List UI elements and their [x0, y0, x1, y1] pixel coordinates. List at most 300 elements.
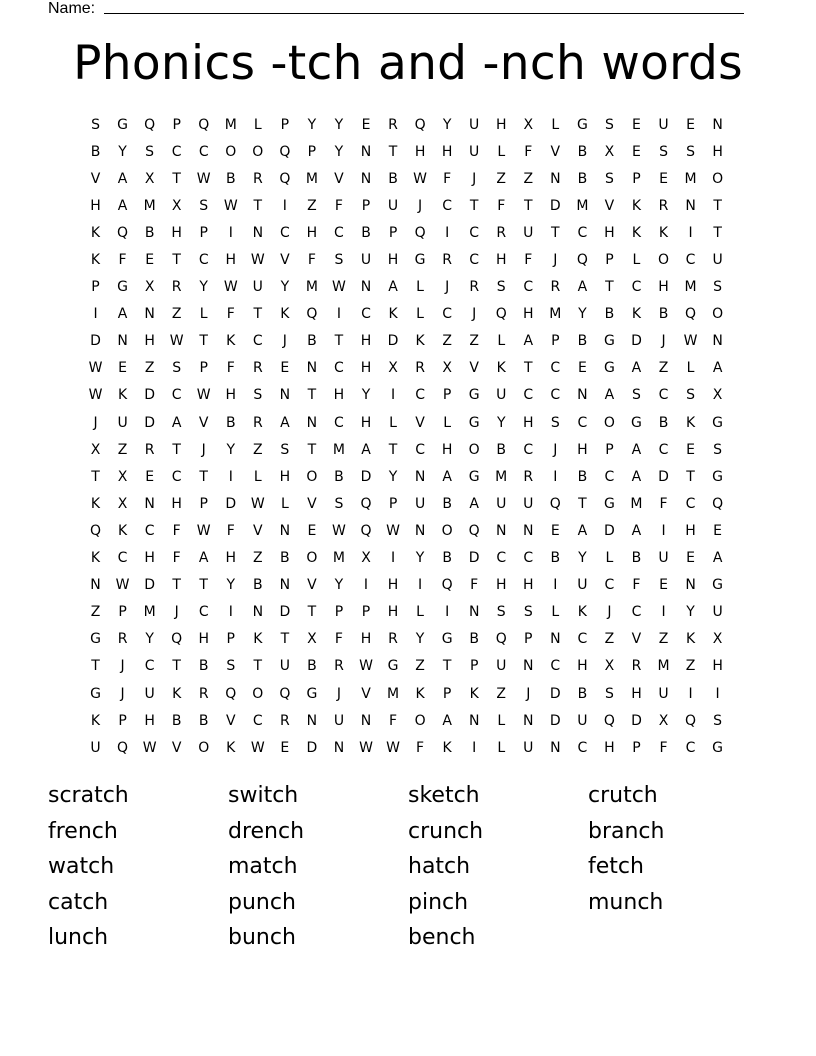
grid-letter: U	[117, 414, 128, 431]
grid-row	[82, 517, 742, 544]
grid-letter: B	[280, 550, 290, 567]
grid-letter: D	[631, 712, 642, 729]
grid-letter: Q	[171, 631, 183, 648]
grid-letter: B	[334, 468, 344, 485]
grid-letter: T	[713, 224, 722, 241]
grid-letter: N	[523, 712, 534, 729]
grid-letter: C	[577, 224, 588, 241]
grid-letter: G	[468, 414, 480, 431]
grid-letter: N	[360, 170, 372, 187]
grid-letter: C	[685, 495, 696, 512]
grid-letter: E	[145, 252, 155, 269]
grid-letter: Z	[442, 333, 452, 350]
grid-letter: I	[228, 468, 233, 485]
grid-letter: X	[171, 197, 182, 214]
grid-letter: O	[603, 414, 615, 431]
grid-letter: A	[280, 414, 290, 431]
grid-letter: X	[442, 360, 452, 377]
grid-letter: Y	[118, 143, 127, 160]
grid-letter: J	[201, 441, 206, 458]
grid-letter: V	[307, 577, 317, 594]
grid-letter: L	[497, 739, 506, 756]
grid-letter: K	[90, 495, 101, 512]
grid-letter: Z	[685, 658, 696, 675]
name-blank-line	[104, 0, 744, 14]
grid-letter: F	[226, 360, 235, 377]
grid-letter: C	[685, 739, 696, 756]
grid-letter: B	[658, 414, 669, 431]
grid-letter: E	[361, 116, 371, 133]
grid-letter: R	[279, 712, 290, 729]
grid-letter: A	[198, 550, 209, 567]
grid-letter: C	[279, 224, 290, 241]
grid-letter: Z	[658, 360, 669, 377]
grid-letter: K	[90, 712, 101, 729]
grid-letter: H	[441, 143, 453, 160]
grid-letter: B	[253, 577, 263, 594]
grid-letter: H	[360, 414, 372, 431]
grid-letter: S	[172, 360, 182, 377]
grid-letter: C	[469, 252, 480, 269]
grid-letter: A	[361, 441, 371, 458]
grid-letter: J	[472, 170, 477, 187]
grid-letter: O	[468, 441, 480, 458]
grid-letter: G	[306, 685, 318, 702]
word-list-item: punch	[228, 889, 296, 915]
grid-letter: K	[226, 333, 236, 350]
grid-letter: G	[712, 414, 724, 431]
grid-letter: Q	[495, 631, 507, 648]
grid-letter: Z	[90, 604, 101, 621]
grid-letter: Y	[307, 116, 317, 133]
grid-letter: B	[171, 712, 182, 729]
grid-letter: U	[577, 712, 588, 729]
grid-letter: Q	[603, 712, 615, 729]
word-list-item: match	[228, 854, 298, 880]
grid-letter: Z	[604, 631, 615, 648]
grid-letter: N	[90, 577, 101, 594]
grid-letter: F	[470, 577, 479, 594]
grid-letter: C	[117, 550, 128, 567]
grid-letter: T	[307, 441, 317, 458]
grid-letter: D	[306, 739, 318, 756]
grid-letter: H	[387, 577, 399, 594]
grid-letter: H	[414, 143, 426, 160]
grid-letter: H	[225, 387, 237, 404]
grid-letter: W	[683, 333, 698, 350]
word-list-item: sketch	[408, 783, 480, 808]
grid-letter: H	[360, 333, 372, 350]
grid-letter: Y	[415, 631, 425, 648]
grid-letter: Q	[549, 495, 561, 512]
grid-letter: C	[361, 306, 371, 323]
grid-letter: A	[631, 522, 642, 539]
grid-letter: S	[686, 143, 695, 160]
grid-letter: Y	[578, 306, 587, 323]
grid-row	[82, 192, 742, 219]
grid-letter: I	[336, 306, 342, 323]
grid-letter: G	[90, 685, 101, 702]
grid-letter: W	[359, 739, 373, 756]
grid-letter: C	[198, 143, 209, 160]
grid-letter: E	[686, 550, 695, 567]
grid-letter: H	[333, 387, 345, 404]
grid-letter: N	[577, 387, 588, 404]
grid-letter: W	[223, 197, 238, 214]
grid-letter: W	[196, 522, 211, 539]
grid-letter: P	[91, 279, 100, 296]
grid-letter: J	[472, 306, 477, 323]
grid-letter: Y	[415, 550, 425, 567]
grid-letter: N	[252, 224, 264, 241]
grid-letter: R	[415, 360, 425, 377]
grid-letter: U	[387, 197, 399, 214]
grid-letter: Q	[225, 685, 237, 702]
grid-letter: I	[228, 224, 233, 241]
grid-letter: L	[199, 306, 208, 323]
grid-letter: T	[578, 495, 587, 512]
grid-letter: T	[172, 577, 181, 594]
grid-letter: U	[414, 495, 426, 512]
grid-letter: H	[198, 631, 209, 648]
grid-letter: I	[228, 604, 233, 621]
grid-letter: Z	[496, 170, 507, 187]
grid-letter: P	[469, 658, 479, 675]
grid-letter: H	[171, 224, 182, 241]
grid-letter: J	[120, 658, 125, 675]
grid-letter: R	[117, 631, 128, 648]
grid-letter: H	[387, 604, 399, 621]
grid-letter: C	[550, 387, 561, 404]
grid-letter: E	[713, 522, 723, 539]
grid-letter: I	[282, 197, 287, 214]
grid-letter: K	[253, 631, 263, 648]
grid-letter: F	[307, 252, 316, 269]
grid-letter: L	[605, 550, 614, 567]
grid-letter: C	[577, 739, 588, 756]
grid-letter: N	[117, 333, 128, 350]
grid-letter: B	[631, 550, 642, 567]
grid-letter: T	[388, 441, 398, 458]
grid-letter: S	[686, 387, 695, 404]
grid-letter: N	[468, 712, 480, 729]
word-search-grid	[82, 111, 742, 761]
grid-letter: T	[253, 658, 263, 675]
grid-letter: N	[550, 739, 561, 756]
grid-letter: G	[712, 739, 724, 756]
grid-letter: W	[88, 360, 103, 377]
grid-letter: I	[445, 604, 450, 621]
grid-letter: A	[631, 441, 642, 458]
grid-letter: S	[496, 604, 506, 621]
grid-letter: O	[657, 252, 670, 269]
grid-letter: T	[172, 658, 181, 675]
grid-letter: Y	[496, 414, 506, 431]
grid-letter: D	[90, 333, 101, 350]
grid-letter: H	[144, 712, 155, 729]
grid-letter: A	[117, 197, 128, 214]
grid-letter: P	[605, 441, 614, 458]
grid-letter: X	[307, 631, 317, 648]
grid-letter: H	[495, 116, 507, 133]
grid-letter: M	[684, 170, 697, 187]
grid-letter: N	[360, 279, 372, 296]
grid-letter: N	[279, 522, 291, 539]
grid-letter: S	[550, 414, 560, 431]
grid-letter: W	[169, 333, 184, 350]
grid-letter: Y	[199, 279, 208, 296]
grid-letter: X	[361, 550, 371, 567]
grid-letter: E	[632, 143, 641, 160]
grid-letter: D	[604, 522, 615, 539]
word-list-item: crunch	[408, 818, 484, 844]
grid-letter: P	[388, 495, 398, 512]
grid-letter: D	[144, 577, 155, 594]
grid-letter: T	[523, 360, 533, 377]
grid-letter: N	[333, 739, 345, 756]
grid-letter: I	[390, 387, 396, 404]
grid-letter: U	[658, 685, 669, 702]
grid-letter: L	[280, 495, 289, 512]
grid-letter: L	[389, 414, 397, 431]
grid-row	[82, 409, 742, 436]
grid-letter: B	[469, 631, 479, 648]
grid-letter: Z	[253, 441, 263, 458]
grid-letter: H	[712, 143, 723, 160]
grid-letter: K	[577, 604, 587, 621]
grid-letter: Q	[279, 170, 291, 187]
grid-letter: E	[659, 170, 668, 187]
grid-letter: H	[360, 360, 372, 377]
grid-letter: G	[117, 116, 128, 133]
grid-letter: Q	[441, 577, 453, 594]
grid-letter: K	[415, 333, 425, 350]
grid-letter: W	[223, 279, 238, 296]
grid-letter: B	[442, 550, 452, 567]
grid-letter: B	[550, 550, 561, 567]
grid-letter: K	[117, 387, 128, 404]
grid-letter: X	[523, 116, 534, 133]
grid-letter: C	[631, 604, 642, 621]
grid-row	[82, 734, 742, 761]
grid-letter: Y	[388, 468, 398, 485]
grid-letter: H	[658, 279, 669, 296]
grid-letter: R	[523, 468, 534, 485]
grid-letter: S	[334, 495, 344, 512]
grid-letter: G	[387, 658, 399, 675]
grid-letter: P	[442, 387, 452, 404]
grid-letter: K	[90, 224, 101, 241]
grid-letter: J	[174, 604, 179, 621]
grid-letter: X	[712, 631, 723, 648]
grid-letter: R	[171, 279, 182, 296]
grid-letter: B	[144, 224, 155, 241]
grid-letter: C	[577, 414, 588, 431]
grid-letter: P	[551, 333, 560, 350]
grid-letter: J	[607, 604, 612, 621]
grid-letter: X	[712, 387, 723, 404]
grid-letter: J	[418, 197, 423, 214]
grid-letter: C	[523, 441, 534, 458]
grid-letter: Q	[685, 712, 697, 729]
grid-letter: B	[604, 306, 615, 323]
grid-letter: A	[117, 306, 128, 323]
grid-letter: V	[415, 414, 425, 431]
grid-letter: Q	[198, 116, 210, 133]
grid-letter: L	[497, 143, 506, 160]
grid-letter: A	[469, 495, 479, 512]
grid-letter: M	[332, 550, 345, 567]
grid-letter: T	[523, 197, 533, 214]
grid-letter: P	[172, 116, 181, 133]
grid-letter: L	[632, 252, 641, 269]
grid-letter: H	[604, 739, 615, 756]
grid-letter: Y	[442, 116, 452, 133]
grid-letter: S	[713, 712, 723, 729]
grid-letter: K	[388, 306, 398, 323]
grid-letter: T	[199, 468, 208, 485]
grid-letter: G	[576, 116, 588, 133]
grid-letter: R	[496, 224, 507, 241]
grid-letter: W	[413, 170, 427, 187]
grid-letter: N	[523, 522, 534, 539]
grid-letter: S	[334, 252, 344, 269]
grid-letter: P	[199, 224, 208, 241]
grid-letter: H	[631, 685, 642, 702]
grid-letter: C	[334, 360, 344, 377]
grid-letter: P	[307, 143, 317, 160]
grid-letter: N	[252, 604, 264, 621]
grid-letter: P	[280, 116, 290, 133]
grid-letter: D	[279, 604, 291, 621]
grid-letter: J	[445, 279, 450, 296]
grid-letter: K	[685, 414, 696, 431]
grid-letter: Y	[145, 631, 154, 648]
grid-letter: Q	[306, 306, 318, 323]
grid-letter: N	[550, 631, 561, 648]
grid-letter: H	[441, 441, 453, 458]
grid-letter: T	[469, 197, 479, 214]
grid-letter: D	[387, 333, 399, 350]
grid-letter: T	[91, 658, 100, 675]
grid-letter: Y	[361, 387, 371, 404]
grid-letter: B	[658, 306, 669, 323]
grid-letter: L	[551, 116, 560, 133]
grid-letter: Q	[414, 116, 426, 133]
grid-letter: C	[442, 197, 453, 214]
grid-letter: Q	[495, 306, 507, 323]
grid-letter: E	[686, 116, 695, 133]
grid-letter: V	[198, 414, 209, 431]
word-list-item: watch	[48, 854, 115, 880]
grid-letter: U	[658, 550, 669, 567]
grid-letter: U	[360, 252, 372, 269]
grid-letter: O	[441, 522, 453, 539]
grid-letter: N	[495, 522, 507, 539]
word-list-item: branch	[588, 818, 665, 844]
grid-letter: H	[144, 550, 155, 567]
grid-letter: Q	[279, 685, 291, 702]
grid-letter: H	[225, 550, 237, 567]
grid-row	[82, 111, 742, 138]
grid-row	[82, 274, 742, 301]
grid-letter: L	[253, 468, 262, 485]
grid-letter: G	[603, 495, 615, 512]
grid-letter: Z	[171, 306, 182, 323]
grid-letter: L	[416, 306, 424, 323]
grid-letter: W	[332, 279, 346, 296]
grid-letter: C	[550, 658, 561, 675]
grid-letter: F	[632, 577, 641, 594]
grid-letter: T	[388, 143, 398, 160]
grid-letter: R	[144, 441, 155, 458]
grid-letter: I	[445, 224, 450, 241]
grid-letter: E	[659, 577, 668, 594]
grid-letter: P	[199, 495, 208, 512]
grid-letter: E	[550, 522, 560, 539]
word-list-item: hatch	[408, 854, 471, 880]
grid-letter: M	[576, 197, 589, 214]
grid-letter: M	[224, 116, 237, 133]
grid-letter: X	[604, 143, 615, 160]
grid-letter: R	[550, 279, 561, 296]
grid-row	[82, 355, 742, 382]
grid-letter: A	[604, 387, 615, 404]
name-field	[48, 0, 744, 18]
grid-letter: H	[577, 658, 588, 675]
grid-letter: X	[90, 441, 101, 458]
grid-letter: T	[686, 468, 695, 485]
grid-letter: W	[115, 577, 130, 594]
grid-letter: R	[631, 658, 642, 675]
grid-row	[82, 138, 742, 165]
grid-letter: C	[171, 387, 182, 404]
grid-letter: H	[306, 224, 318, 241]
grid-letter: P	[442, 685, 452, 702]
grid-letter: C	[144, 522, 155, 539]
grid-row	[82, 572, 742, 599]
grid-letter: H	[523, 306, 534, 323]
grid-letter: Q	[117, 739, 129, 756]
grid-letter: K	[90, 252, 101, 269]
grid-letter: U	[658, 116, 669, 133]
grid-letter: Q	[414, 224, 426, 241]
grid-letter: P	[118, 604, 127, 621]
grid-letter: L	[497, 333, 506, 350]
grid-letter: O	[712, 170, 724, 187]
grid-letter: P	[334, 604, 344, 621]
grid-letter: O	[414, 712, 426, 729]
grid-letter: Q	[360, 495, 372, 512]
grid-letter: L	[416, 604, 424, 621]
grid-letter: S	[523, 604, 533, 621]
grid-letter: O	[252, 143, 264, 160]
grid-letter: U	[144, 685, 155, 702]
grid-letter: U	[496, 495, 507, 512]
grid-letter: D	[549, 712, 561, 729]
grid-letter: M	[143, 197, 156, 214]
grid-letter: Q	[685, 306, 697, 323]
grid-letter: Z	[496, 685, 507, 702]
grid-letter: A	[117, 170, 128, 187]
grid-letter: S	[496, 279, 506, 296]
grid-letter: C	[442, 306, 453, 323]
grid-letter: J	[553, 441, 558, 458]
grid-letter: G	[468, 387, 480, 404]
grid-letter: S	[145, 143, 155, 160]
grid-letter: H	[685, 522, 696, 539]
grid-letter: T	[307, 604, 317, 621]
